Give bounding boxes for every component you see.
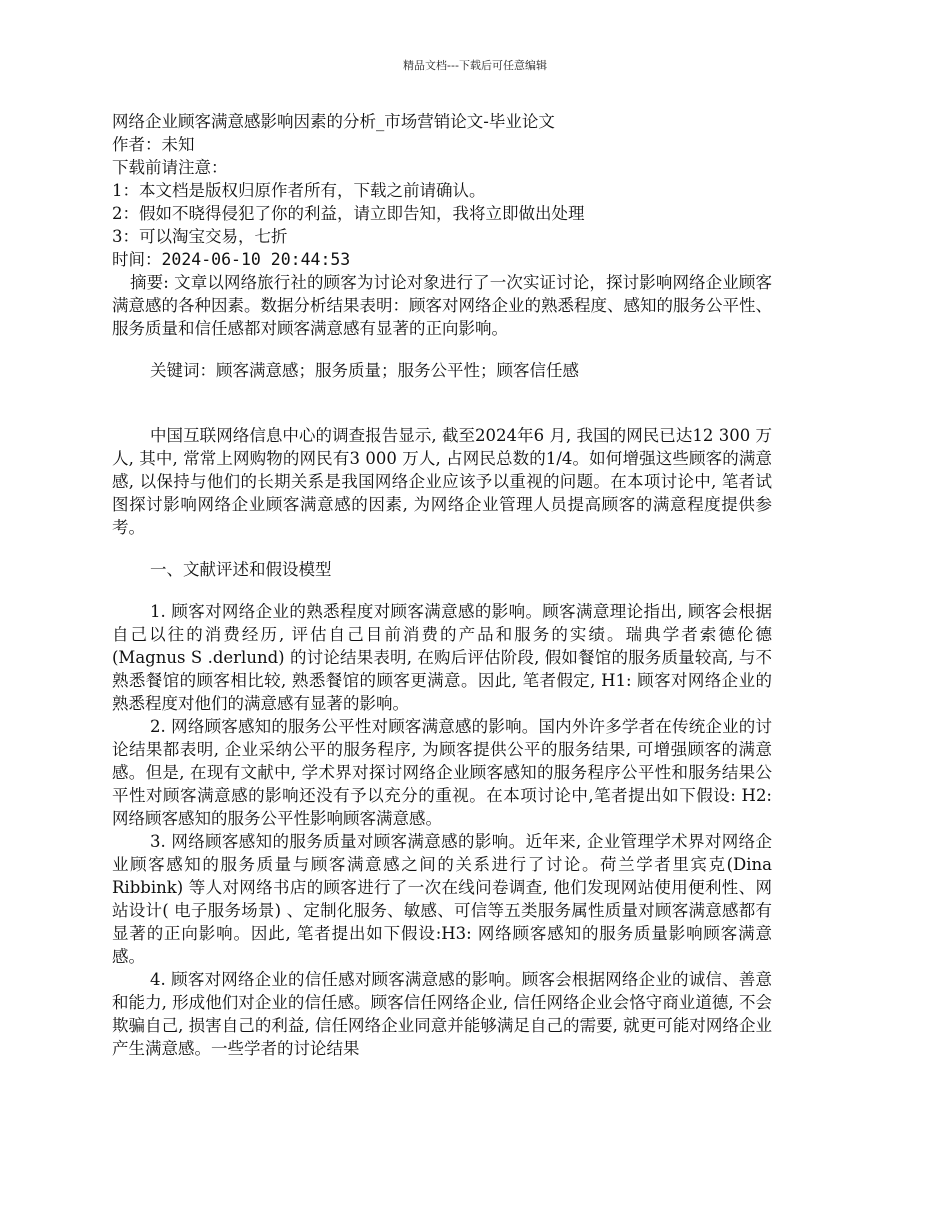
notice-item: 2：假如不晓得侵犯了你的利益，请立即告知，我将立即做出处理 <box>112 204 585 223</box>
publish-time: 时间：2024-06-10 20:44:53 <box>112 250 351 269</box>
page-header: 精品文档---下载后可任意编辑 <box>403 59 547 72</box>
keywords-paragraph: 关键词：顾客满意感；服务质量；服务公平性；顾客信任感 <box>150 361 579 380</box>
abstract-paragraph: 摘要: 文章以网络旅行社的顾客为讨论对象进行了一次实证讨论，探讨影响网络企业顾客满意感的各种因素。数据分析结果表明：顾客对网络企业的熟悉程度、感知的服务公平性、服务质量和信任感都对顾客满意感有显著的正向影响。 <box>112 273 772 338</box>
hypothesis-paragraph: 1. 顾客对网络企业的熟悉程度对顾客满意感的影响。顾客满意理论指出, 顾客会根据自己以往的消费经历, 评估自己目前消费的产品和服务的实绩。瑞典学者索德伦德(Magnus S .derlund) 的讨论结果表明, 在购后评估阶段, 假如餐馆的服务质量较高, 与不熟悉餐馆的顾客相比较, 熟悉餐馆的顾客更满意。因此, 笔者假定, H1: 顾客对网络企业的熟悉程度对他们的满意感有显著的影响。 <box>112 602 772 713</box>
section-heading: 一、文献评述和假设模型 <box>150 560 332 579</box>
hypothesis-paragraph: 3. 网络顾客感知的服务质量对顾客满意感的影响。近年来, 企业管理学术界对网络企业顾客感知的服务质量与顾客满意感之间的关系进行了讨论。荷兰学者里宾克(Dina Ribbink) 等人对网络书店的顾客进行了一次在线问卷调查, 他们发现网站使用便利性、网站设计( 电子服务场景) 、定制化服务、敏感、可信等五类服务属性质量对顾客满意感都有显著的正向影响。因此, 笔者提出如下假设:H3: 网络顾客感知的服务质量影响顾客满意感。 <box>112 832 772 966</box>
hypothesis-paragraph: 4. 顾客对网络企业的信任感对顾客满意感的影响。顾客会根据网络企业的诚信、善意和能力, 形成他们对企业的信任感。顾客信任网络企业, 信任网络企业会恪守商业道德, 不会欺骗自己, 损害自己的利益, 信任网络企业同意并能够满足自己的需要, 就更可能对网络企业产生满意感。一些学者的讨论结果 <box>112 970 772 1058</box>
intro-paragraph: 中国互联网络信息中心的调查报告显示, 截至2024年6 月, 我国的网民已达12 300 万人, 其中, 常常上网购物的网民有3 000 万人, 占网民总数的1/4。如何增强这些顾客的满意感, 以保持与他们的长期关系是我国网络企业应该予以重视的问题。在本项讨论中, 笔者试图探讨影响网络企业顾客满意感的因素, 为网络企业管理人员提高顾客的满意程度提供参考。 <box>112 426 772 537</box>
notice-item: 1：本文档是版权归原作者所有，下载之前请确认。 <box>112 181 486 200</box>
hypothesis-paragraph: 2. 网络顾客感知的服务公平性对顾客满意感的影响。国内外许多学者在传统企业的讨论结果都表明, 企业采纳公平的服务程序, 为顾客提供公平的服务结果, 可增强顾客的满意感。但是, 在现有文献中, 学术界对探讨网络企业顾客感知的服务程序公平性和服务结果公平性对顾客满意感的影响还没有予以充分的重视。在本项讨论中,笔者提出如下假设: H2: 网络顾客感知的服务公平性影响顾客满意感。 <box>112 717 772 828</box>
article-author: 作者：未知 <box>112 135 195 154</box>
article-title: 网络企业顾客满意感影响因素的分析_市场营销论文-毕业论文 <box>112 112 555 131</box>
notice-heading: 下载前请注意： <box>112 158 228 177</box>
notice-item: 3：可以淘宝交易，七折 <box>112 227 288 246</box>
document-body <box>112 110 772 1060</box>
